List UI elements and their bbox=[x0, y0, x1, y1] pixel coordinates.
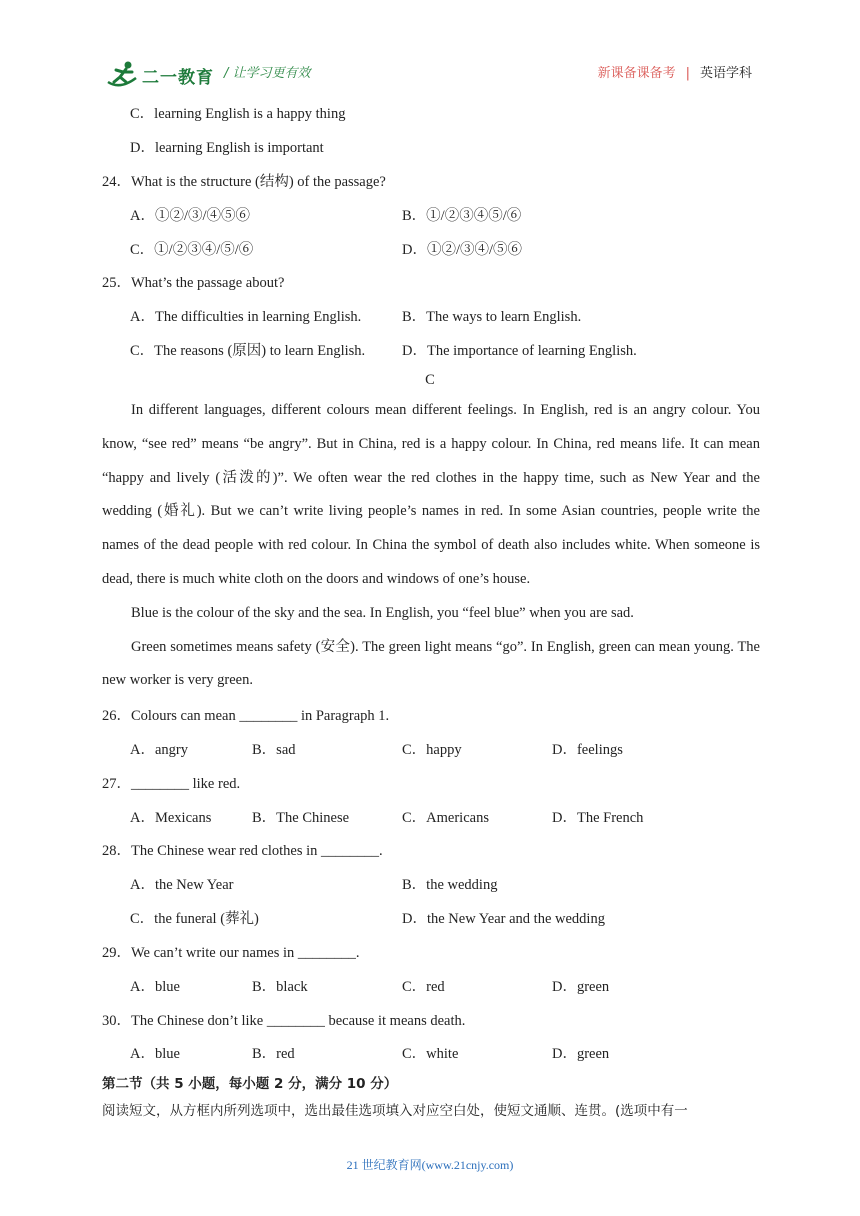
q23-option-c: C．learning English is a happy thing bbox=[130, 106, 346, 122]
header-separator: | bbox=[685, 66, 690, 81]
q23-option-d: D．learning English is important bbox=[130, 140, 324, 156]
header-right bbox=[598, 62, 752, 81]
q27-option-d: D．The French bbox=[552, 810, 644, 826]
q30-option-a: A．blue bbox=[130, 1046, 180, 1062]
q28-option-d: D．the New Year and the wedding bbox=[402, 911, 605, 927]
q30-option-d: D．green bbox=[552, 1046, 610, 1062]
passage-paragraph-3: Green sometimes means safety (安全). The green light means “go”. In English, green can mean young. The new worker is very green. bbox=[102, 638, 760, 689]
page-header bbox=[0, 0, 860, 100]
passage-label: C bbox=[425, 372, 435, 388]
q24-option-a: A．①②/③/④⑤⑥ bbox=[130, 208, 251, 224]
q27-option-a: A．Mexicans bbox=[130, 810, 212, 826]
q25-question: 25．What’s the passage about? bbox=[102, 275, 285, 291]
q29-question: 29．We can’t write our names in ________. bbox=[102, 945, 360, 961]
q29-option-b: B．black bbox=[252, 979, 308, 995]
q24-option-b: B．①/②③④⑤/⑥ bbox=[402, 208, 522, 224]
section2-instruction: 阅读短文，从方框内所列选项中，选出最佳选项填入对应空白处，使短文通顺、连贯。(选项中有一 bbox=[102, 1103, 688, 1119]
q25-option-b: B．The ways to learn English. bbox=[402, 309, 582, 325]
header-subtitle: 新课备课备考 bbox=[597, 66, 676, 81]
section2-title: 第二节（共 5 小题，每小题 2 分，满分 10 分） bbox=[102, 1076, 398, 1092]
q26-question: 26．Colours can mean ________ in Paragraph 1. bbox=[102, 708, 390, 724]
q28-question: 28．The Chinese wear red clothes in ________. bbox=[102, 843, 383, 859]
q25-option-d: D．The importance of learning English. bbox=[402, 343, 637, 359]
q25-option-a: A．The difficulties in learning English. bbox=[130, 309, 362, 325]
q27-option-b: B．The Chinese bbox=[252, 810, 350, 826]
q28-option-a: A．the New Year bbox=[130, 877, 234, 893]
passage-paragraph-2: Blue is the colour of the sky and the sea. In English, you “feel blue” when you are sad. bbox=[131, 604, 634, 621]
q28-option-b: B．the wedding bbox=[402, 877, 498, 893]
q29-option-d: D．green bbox=[552, 979, 610, 995]
runner-logo-icon bbox=[106, 60, 140, 90]
logo bbox=[106, 60, 218, 90]
q26-option-c: C．happy bbox=[402, 742, 462, 758]
q26-option-b: B．sad bbox=[252, 742, 296, 758]
q27-option-c: C．Americans bbox=[402, 810, 489, 826]
q30-option-c: C．white bbox=[402, 1046, 459, 1062]
logo-text: 二一教育 bbox=[142, 68, 214, 88]
q30-question: 30．The Chinese don’t like ________ because it means death. bbox=[102, 1013, 466, 1029]
q29-option-a: A．blue bbox=[130, 979, 180, 995]
header-slogan: / 让学习更有效 bbox=[224, 66, 311, 81]
q25-option-c: C．The reasons (原因) to learn English. bbox=[130, 343, 366, 359]
q26-option-d: D．feelings bbox=[552, 742, 623, 758]
footer-source: 21 世纪教育网(www.21cnjy.com) bbox=[346, 1158, 514, 1172]
q24-question: 24．What is the structure (结构) of the passage? bbox=[102, 174, 386, 190]
q26-option-a: A．angry bbox=[130, 742, 188, 758]
q24-option-d: D．①②/③④/⑤⑥ bbox=[402, 242, 523, 258]
q29-option-c: C．red bbox=[402, 979, 445, 995]
q24-option-c: C．①/②③④/⑤/⑥ bbox=[130, 242, 254, 258]
passage-body bbox=[102, 394, 760, 698]
q30-option-b: B．red bbox=[252, 1046, 295, 1062]
header-subject: 英语学科 bbox=[699, 66, 752, 81]
q27-question: 27．________ like red. bbox=[102, 776, 241, 792]
q28-option-c: C．the funeral (葬礼) bbox=[130, 911, 259, 927]
passage-paragraph-1: In different languages, different colours mean different feelings. In English, red is an angry colour. You know, “see red” means “be angry”. But in China, red is a happy colour. In China, red means life. It can mean “happy and lively (活泼的)”. We often wear the red clothes in the happy time, such as New Year and the wedding (婚礼). But we can’t write living people’s names in red. In some Asian countries, people write the names of the dead people with red colour. In China the symbol of death also includes white. When someone is dead, there is much white cloth on the doors and windows of one’s house. bbox=[102, 402, 760, 587]
